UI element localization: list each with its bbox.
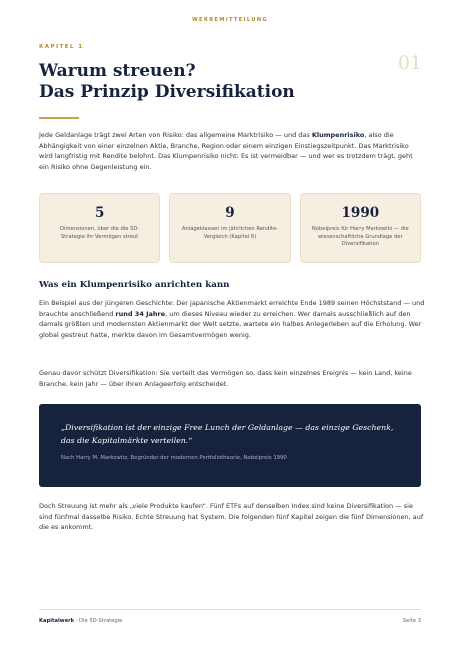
page-title <box>39 61 295 103</box>
body-paragraph-2: Genau davor schützt Diversifikation: Sie verteilt das Vermögen so, dass kein einzelnes Ereignis — kein Land, keine Branche, kein Jahr — über Ihren Anlageerfolg entscheidet. <box>39 369 412 388</box>
page-footer <box>39 609 421 624</box>
body-emphasis: rund 34 Jahre <box>115 309 166 318</box>
stat-value: 5 <box>94 205 105 221</box>
intro-paragraph: Jede Geldanlage trägt zwei Arten von Risiko: das allgemeine Marktrisiko — und das Klumpenrisiko, also die Abhängigkeit von einer einzelnen Aktie, Branche, Region oder einem einzigen Einstiegszeitpunkt. Das Marktrisiko wird langfristig mit Rendite belohnt. Das Klumpenrisiko nicht: Es ist vermeidbar — und wer es trotzdem trägt, geht ein Risiko ohne Gegenleistung ein. <box>39 131 413 171</box>
chapter-label: KAPITEL 1 <box>39 44 84 50</box>
stat-description: Nobelpreis für Harry Markowitz — die wissenschaftliche Grundlage der Diversifikation <box>311 226 409 247</box>
title-line-2: Das Prinzip Diversifikation <box>39 82 295 102</box>
footer-brand: Kapitalwerk <box>39 618 75 624</box>
chapter-number: 01 <box>397 52 422 74</box>
title-line-1: Warum streuen? <box>39 61 196 81</box>
stats-row <box>39 193 421 263</box>
title-underline <box>39 117 79 119</box>
stat-description: Dimensionen, über die die 5D-Strategie Ihr Vermögen streut <box>60 226 140 240</box>
stat-description: Anlageklassen im jährlichen Rendite-Vergleich (Kapitel 6) <box>181 226 279 240</box>
quote-box <box>39 404 421 487</box>
body-paragraph-1: Ein Beispiel aus der jüngeren Geschichte: Der japanische Aktienmarkt erreichte Ende 1989 seinen Höchststand — und brauchte anschließend rund 34 Jahre, um dieses Niveau wieder zu erreichen. Wer damals ausschließlich auf den damals größten und modernsten Aktienmarkt der Welt setzte, wartete ein halbes Anlegerleben auf die Erholung. Wer global gestreut hatte, merkte davon im Gesamtvermögen wenig. <box>39 299 425 339</box>
intro-emphasis: Klumpenrisiko <box>311 131 365 139</box>
advertising-notice: WERBEMITTEILUNG <box>192 17 268 23</box>
quote-text: „Diversifikation ist der einzige Free Lunch der Geldanlage — das einzige Geschenk, das die Kapitalmärkte verteilen.“ <box>61 423 394 445</box>
stat-value: 9 <box>225 205 235 221</box>
stat-card-asset-classes <box>169 193 290 263</box>
quote-source: Nach Harry M. Markowitz, Begründer der modernen Portfoliotheorie, Nobelpreis 1990 <box>61 455 287 461</box>
closing-paragraph: Doch Streuung ist mehr als „viele Produkte kaufen“. Fünf ETFs auf denselben Index sind keine Diversifikation — sie sind fünfmal dasselbe Risiko. Echte Streuung hat System. Die folgenden fünf Kapitel zeigen die fünf Dimensionen, auf die es ankommt. <box>39 502 424 531</box>
stat-value: 1990 <box>341 205 380 221</box>
footer-doc-title: · Die 5D-Strategie <box>74 618 123 624</box>
stat-card-nobel-prize <box>300 193 421 263</box>
page-number: Seite 3 <box>402 618 421 624</box>
section-heading: Was ein Klumpenrisiko anrichten kann <box>39 280 230 290</box>
footer-brand-line <box>39 618 122 624</box>
stat-card-dimensions <box>39 193 160 263</box>
